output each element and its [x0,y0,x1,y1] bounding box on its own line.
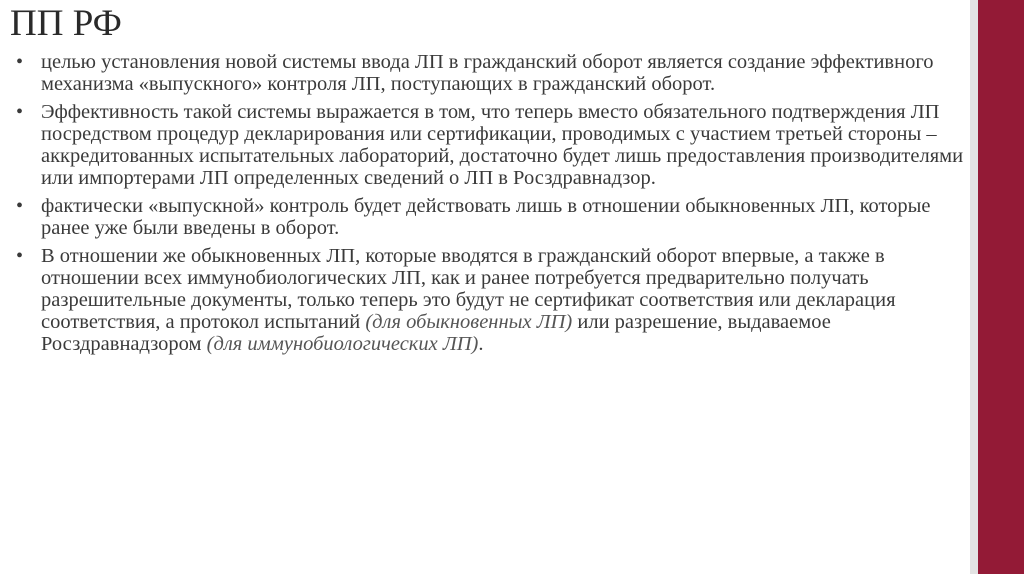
bullet-text: фактически «выпускной» контроль будет действовать лишь в отношении обыкновенных ЛП, которые ранее уже были введены в оборот. [41,195,931,239]
bullet-item [14,195,964,239]
bullet-icon: • [16,245,24,267]
bullet-item [14,101,964,189]
bullet-icon: • [16,51,24,73]
bullet-text-part: или разрешение, выдаваемое Росздравнадзором [41,311,831,355]
side-stripe-accent [978,0,1024,574]
bullet-italic-note: (для обыкновенных ЛП) [365,311,573,333]
bullet-icon: • [16,195,24,217]
bullet-text: целью установления новой системы ввода ЛП в гражданский оборот является создание эффективного механизма «выпускного» контроля ЛП, поступающих в гражданский оборот. [41,51,934,95]
side-stripe-light [970,0,978,574]
bullet-item [14,51,964,95]
bullet-list [14,51,964,361]
bullet-text: Эффективность такой системы выражается в том, что теперь вместо обязательного подтверждения ЛП посредством процедур декларирования или сертификации, проводимых с участием третьей стороны – аккредитованных испытательных лабораторий, достаточно будет лишь предоставления производителями или импортерами ЛП определенных сведений о ЛП в Росздравнадзор. [41,101,964,189]
bullet-text-part: . [478,333,484,355]
bullet-text-part: В отношении же обыкновенных ЛП, которые вводятся в гражданский оборот впервые, а также в отношении всех иммунобиологических ЛП, как и ранее потребуется предварительно получать разрешительные документы, только теперь это будут не сертификат соответствия или декларация соответствия, а протокол испытаний [41,245,896,333]
bullet-item [14,245,964,355]
bullet-italic-note: (для иммунобиологических ЛП) [206,333,479,355]
bullet-icon: • [16,101,24,123]
slide-title: ПП РФ [10,3,122,44]
